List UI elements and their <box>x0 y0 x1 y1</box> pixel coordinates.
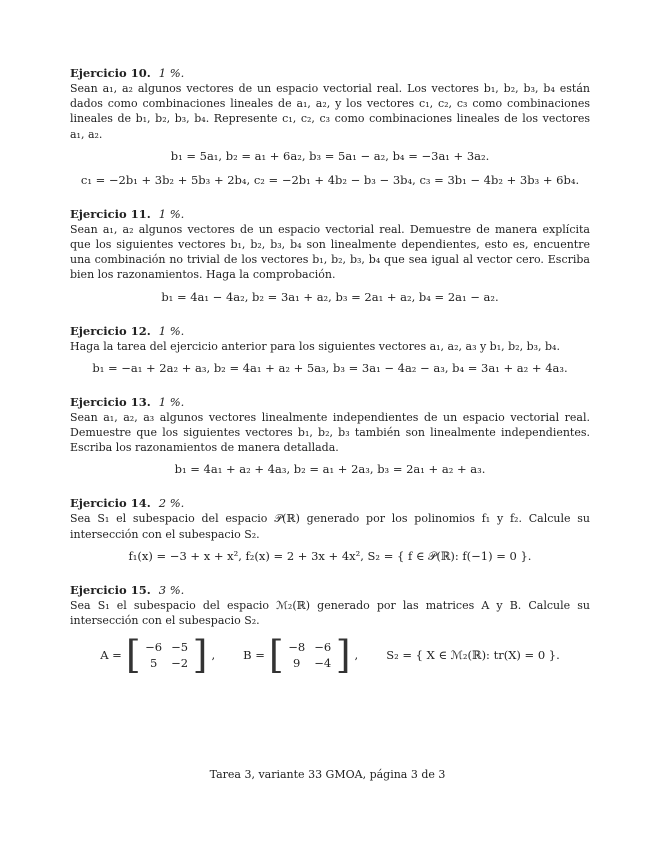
exercise-percent: 1 %. <box>158 394 185 409</box>
left-bracket-icon: [ <box>125 633 141 678</box>
exercise-heading <box>70 66 590 81</box>
exercise-heading <box>70 207 590 222</box>
equation: b₁ = 5a₁, b₂ = a₁ + 6a₂, b₃ = 5a₁ − a₂, b₄ = −3a₁ + 3a₂. <box>170 148 490 163</box>
exercise-label: Ejercicio 15. <box>70 582 151 597</box>
exercise-percent: 1 %. <box>158 66 185 80</box>
right-bracket-icon: ] <box>335 633 351 678</box>
exercise-11 <box>70 207 590 305</box>
exercise-label: Ejercicio 11. <box>70 206 151 221</box>
matrix-cell: −6 <box>314 640 332 655</box>
matrix-a <box>125 633 208 678</box>
matrix-equation <box>70 633 590 678</box>
exercise-heading <box>70 496 590 511</box>
exercise-text: Sean a₁, a₂, a₃ algunos vectores linealmente independientes de un espacio vectorial real. Demuestre que los siguientes vectores b₁, b₂, b₃ también son linealmente independientes. Escriba los razonamientos de manera detallada. <box>70 410 590 455</box>
exercise-heading <box>70 583 590 598</box>
matrix-cell: −5 <box>171 640 189 655</box>
exercise-label: Ejercicio 13. <box>70 394 151 409</box>
exercise-text: Sea S₁ el subespacio del espacio 𝒫(ℝ) generado por los polinomios f₁ y f₂. Calcule su intersección con el subespacio S₂. <box>70 512 590 541</box>
page-footer: Tarea 3, variante 33 GMOA, página 3 de 3 <box>209 768 446 781</box>
equation: c₁ = −2b₁ + 3b₂ + 5b₃ + 2b₄, c₂ = −2b₁ + 4b₂ − b₃ − 3b₄, c₃ = 3b₁ − 4b₂ + 3b₃ + 6b₄. <box>80 172 580 187</box>
exercise-text: Sean a₁, a₂ algunos vectores de un espacio vectorial real. Demuestre de manera explícita que los siguientes vectores b₁, b₂, b₃, b₄ son linealmente dependientes, esto es, encuentre una combinación no trivial de los vectores b₁, b₂, b₃, b₄ que sea igual al vector cero. Escriba bien los razonamientos. Haga la comprobación. <box>70 222 590 282</box>
exercise-label: Ejercicio 10. <box>70 66 151 80</box>
exercise-15 <box>70 582 590 678</box>
exercise-text: Sea S₁ el subespacio del espacio ℳ₂(ℝ) generado por las matrices A y B. Calcule su intersección con el subespacio S₂. <box>70 598 590 628</box>
matrix-a-name: A = <box>100 648 122 663</box>
exercise-10 <box>70 66 590 188</box>
matrix-cell: 9 <box>293 656 301 671</box>
equation: f₁(x) = −3 + x + x², f₂(x) = 2 + 3x + 4x², S₂ = { f ∈ 𝒫(ℝ): f(−1) = 0 }. <box>128 548 532 563</box>
matrix-b-name: B = <box>243 648 265 663</box>
exercise-text: Haga la tarea del ejercicio anterior para los siguientes vectores a₁, a₂, a₃ y b₁, b₂, b₃, b₄. <box>70 339 560 353</box>
exercise-label: Ejercicio 14. <box>70 496 151 511</box>
exercise-percent: 2 %. <box>158 496 185 511</box>
exercise-12 <box>70 324 590 376</box>
matrix-cell: −8 <box>288 640 306 655</box>
exercise-percent: 1 %. <box>158 323 185 338</box>
exercise-heading <box>70 324 590 339</box>
exercise-text: Sean a₁, a₂ algunos vectores de un espacio vectorial real. Los vectores b₁, b₂, b₃, b₄ están dados como combinaciones lineales de a₁, a₂, y los vectores c₁, c₂, c₃ como combinaciones lineales de b₁, b₂, b₃, b₄. Represente c₁, c₂, c₃ como combinaciones lineales de los vectores a₁, a₂. <box>70 82 590 141</box>
left-bracket-icon: [ <box>268 633 284 678</box>
right-bracket-icon: ] <box>192 633 208 678</box>
comma: , <box>211 648 216 663</box>
equation: b₁ = 4a₁ − 4a₂, b₂ = 3a₁ + a₂, b₃ = 2a₁ + a₂, b₄ = 2a₁ − a₂. <box>161 289 499 304</box>
exercise-percent: 1 %. <box>158 206 185 221</box>
matrix-cell: 5 <box>149 656 158 671</box>
exercise-page <box>70 66 590 693</box>
matrix-cell: −2 <box>171 656 189 671</box>
matrix-cell: −6 <box>145 640 163 655</box>
exercise-heading <box>70 395 590 410</box>
matrix-cell: −4 <box>314 656 332 671</box>
exercise-percent: 3 %. <box>158 582 185 597</box>
comma: , <box>354 648 359 663</box>
subspace-definition: S₂ = { X ∈ ℳ₂(ℝ): tr(X) = 0 }. <box>386 648 560 663</box>
exercise-label: Ejercicio 12. <box>70 323 151 338</box>
exercise-13 <box>70 395 590 478</box>
matrix-b <box>268 633 351 678</box>
equation: b₁ = −a₁ + 2a₂ + a₃, b₂ = 4a₁ + a₂ + 5a₃, b₃ = 3a₁ − 4a₂ − a₃, b₄ = 3a₁ + a₂ + 4a₃. <box>92 360 568 375</box>
equation: b₁ = 4a₁ + a₂ + 4a₃, b₂ = a₁ + 2a₃, b₃ = 2a₁ + a₂ + a₃. <box>174 462 486 477</box>
exercise-14 <box>70 496 590 563</box>
